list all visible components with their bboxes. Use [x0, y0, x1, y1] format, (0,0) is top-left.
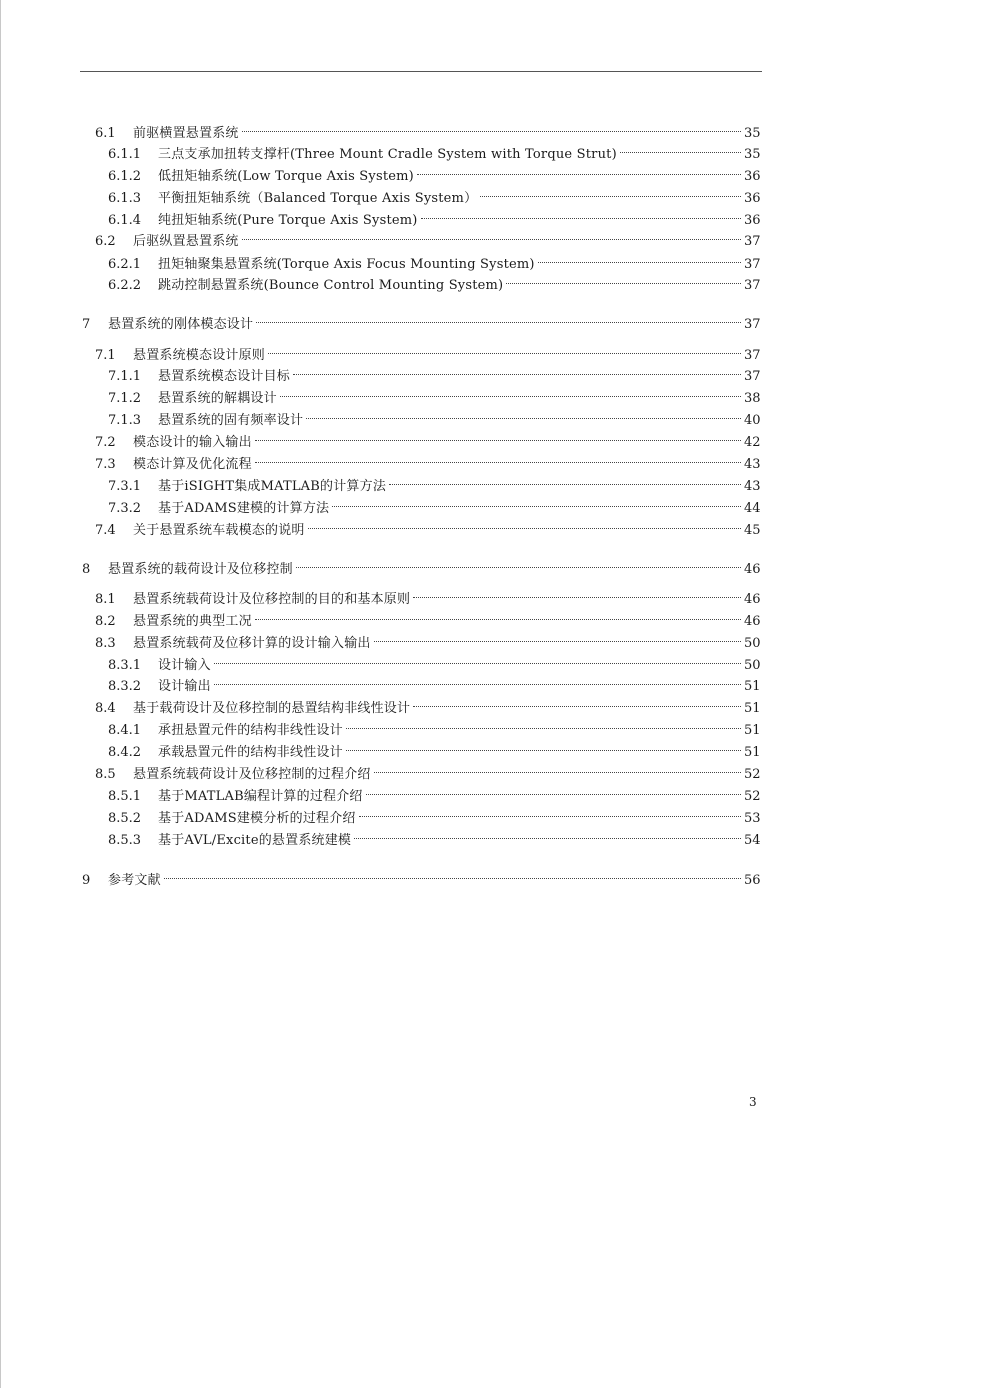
toc-entry-number: 7.1.2	[108, 391, 142, 406]
toc-entry-page: 51	[744, 701, 761, 716]
toc-entry-page: 37	[744, 348, 761, 363]
toc-entry[interactable]	[82, 308, 761, 332]
toc-entry-number: 8.3	[95, 636, 116, 651]
toc-entry[interactable]	[108, 736, 761, 760]
toc-entry-title: 悬置系统的典型工况	[133, 614, 252, 629]
toc-entry-title: 悬置系统的刚体模态设计	[108, 317, 254, 332]
toc-entry-title: 悬置系统的固有频率设计	[158, 413, 304, 428]
toc-entry-title: 悬置系统载荷及位移计算的设计输入输出	[133, 636, 371, 651]
toc-entry-title: 基于iSIGHT集成MATLAB的计算方法	[158, 479, 387, 494]
dot-leader	[293, 360, 741, 380]
toc-entry-page: 50	[744, 636, 761, 651]
toc-entry-number: 8.4.2	[108, 745, 142, 760]
toc-entry-page: 36	[744, 169, 761, 184]
toc-entry-number: 6.1	[95, 126, 116, 141]
toc-entry[interactable]	[108, 138, 761, 162]
dot-leader	[255, 605, 741, 625]
dot-leader	[374, 758, 741, 778]
toc-entry-number: 7.1.1	[108, 369, 142, 384]
toc-entry-title: 纯扭矩轴系统(Pure Torque Axis System)	[158, 213, 418, 228]
dot-leader	[413, 583, 741, 603]
dot-leader	[506, 269, 741, 289]
toc-entry-page: 37	[744, 369, 761, 384]
toc-entry-page: 38	[744, 391, 761, 406]
toc-entry[interactable]	[108, 802, 761, 826]
toc-entry-number: 7.3	[95, 457, 116, 472]
toc-entry-title: 前驱横置悬置系统	[133, 126, 239, 141]
toc-entry-number: 6.1.3	[108, 191, 142, 206]
toc-entry-title: 三点支承加扭转支撑杆(Three Mount Cradle System with Torque Strut)	[158, 147, 617, 162]
toc-entry-page: 52	[744, 767, 761, 782]
toc-entry-number: 8.5	[95, 767, 116, 782]
toc-entry-page: 52	[744, 789, 761, 804]
dot-leader	[366, 780, 741, 800]
toc-entry-title: 基于ADAMS建模的计算方法	[158, 501, 330, 516]
toc-entry-title: 基于ADAMS建模分析的过程介绍	[158, 811, 356, 826]
toc-entry-title: 悬置系统载荷设计及位移控制的过程介绍	[133, 767, 371, 782]
dot-leader	[359, 802, 741, 822]
toc-entry-title: 悬置系统模态设计原则	[133, 348, 266, 363]
dot-leader	[255, 426, 741, 446]
toc-entry-number: 6.2.2	[108, 278, 142, 293]
toc-entry-title: 悬置系统载荷设计及位移控制的目的和基本原则	[133, 592, 411, 607]
toc-entry-number: 7.1.3	[108, 413, 142, 428]
toc-entry[interactable]	[95, 583, 761, 607]
toc-entry-page: 50	[744, 658, 761, 673]
toc-entry[interactable]	[82, 864, 761, 888]
toc-entry[interactable]	[108, 204, 761, 228]
toc-entry-page: 40	[744, 413, 761, 428]
toc-entry-number: 6.1.4	[108, 213, 142, 228]
toc-entry-number: 8.2	[95, 614, 116, 629]
toc-entry-number: 9	[82, 873, 91, 888]
toc-entry-number: 8.5.1	[108, 789, 142, 804]
toc-entry-title: 基于AVL/Excite的悬置系统建模	[158, 833, 352, 848]
toc-entry-title: 悬置系统的载荷设计及位移控制	[108, 562, 293, 577]
toc-entry-number: 8.5.3	[108, 833, 142, 848]
header-rule	[80, 71, 762, 72]
toc-entry-page: 53	[744, 811, 761, 826]
dot-leader	[296, 553, 741, 573]
toc-entry-title: 基于载荷设计及位移控制的悬置结构非线性设计	[133, 701, 411, 716]
dot-leader	[421, 204, 741, 224]
toc-entry[interactable]	[95, 448, 761, 472]
toc-entry-title: 悬置系统的解耦设计	[158, 391, 277, 406]
toc-entry-title: 参考文献	[108, 873, 161, 888]
toc-entry-title: 基于MATLAB编程计算的过程介绍	[158, 789, 363, 804]
dot-leader	[268, 339, 741, 359]
toc-entry-title: 低扭矩轴系统(Low Torque Axis System)	[158, 169, 414, 184]
dot-leader	[255, 448, 741, 468]
toc-entry-number: 7.1	[95, 348, 116, 363]
toc-entry-title: 设计输入	[158, 658, 211, 673]
toc-entry[interactable]	[108, 269, 761, 293]
toc-entry-number: 6.2	[95, 234, 116, 249]
toc-entry-number: 7.3.1	[108, 479, 142, 494]
toc-entry[interactable]	[95, 605, 761, 629]
toc-entry-page: 37	[744, 234, 761, 249]
toc-entry-title: 跳动控制悬置系统(Bounce Control Mounting System)	[158, 278, 504, 293]
toc-entry-number: 8.3.2	[108, 679, 142, 694]
toc-entry-number: 7.2	[95, 435, 116, 450]
dot-leader	[480, 182, 741, 202]
toc-entry-page: 46	[744, 562, 761, 577]
toc-entry[interactable]	[108, 404, 761, 428]
toc-entry[interactable]	[108, 248, 761, 272]
dot-leader	[374, 627, 741, 647]
toc-entry[interactable]	[95, 339, 761, 363]
toc-entry-page: 46	[744, 614, 761, 629]
dot-leader	[417, 160, 741, 180]
toc-entry-page: 45	[744, 523, 761, 538]
toc-entry-title: 模态设计的输入输出	[133, 435, 252, 450]
toc-entry[interactable]	[95, 117, 761, 141]
toc-entry[interactable]	[95, 514, 761, 538]
toc-entry[interactable]	[108, 670, 761, 694]
toc-entry-page: 37	[744, 317, 761, 332]
toc-entry-title: 悬置系统模态设计目标	[158, 369, 291, 384]
toc-entry-page: 35	[744, 126, 761, 141]
toc-entry[interactable]	[108, 360, 761, 384]
toc-entry-title: 设计输出	[158, 679, 211, 694]
dot-leader	[214, 670, 741, 690]
toc-entry-number: 6.1.1	[108, 147, 142, 162]
toc-entry-number: 8.4	[95, 701, 116, 716]
toc-entry-number: 7	[82, 317, 91, 332]
toc-entry[interactable]	[108, 492, 761, 516]
toc-entry[interactable]	[95, 692, 761, 716]
toc-entry-number: 8.3.1	[108, 658, 142, 673]
dot-leader	[332, 492, 741, 512]
toc-entry-page: 43	[744, 457, 761, 472]
dot-leader	[538, 248, 741, 268]
toc-entry[interactable]	[108, 824, 761, 848]
toc-entry[interactable]	[95, 758, 761, 782]
toc-entry-page: 56	[744, 873, 761, 888]
toc-entry[interactable]	[108, 382, 761, 406]
dot-leader	[413, 692, 741, 712]
toc-entry-page: 37	[744, 257, 761, 272]
dot-leader	[164, 864, 741, 884]
toc-entry-page: 54	[744, 833, 761, 848]
toc-entry-page: 51	[744, 745, 761, 760]
toc-entry-number: 7.3.2	[108, 501, 142, 516]
dot-leader	[620, 138, 741, 158]
toc-entry-number: 8	[82, 562, 91, 577]
dot-leader	[354, 824, 741, 844]
dot-leader	[280, 382, 741, 402]
toc-entry-page: 44	[744, 501, 761, 516]
toc-entry-title: 后驱纵置悬置系统	[133, 234, 239, 249]
toc-entry[interactable]	[108, 470, 761, 494]
dot-leader	[389, 470, 741, 490]
toc-entry-title: 承载悬置元件的结构非线性设计	[158, 745, 343, 760]
dot-leader	[242, 117, 741, 137]
toc-entry[interactable]	[82, 553, 761, 577]
dot-leader	[214, 649, 741, 669]
toc-entry-page: 46	[744, 592, 761, 607]
dot-leader	[256, 308, 741, 328]
toc-entry-title: 模态计算及优化流程	[133, 457, 252, 472]
dot-leader	[346, 714, 741, 734]
toc-entry-page: 51	[744, 679, 761, 694]
dot-leader	[308, 514, 741, 534]
toc-entry[interactable]	[108, 780, 761, 804]
dot-leader	[242, 225, 741, 245]
toc-entry-page: 35	[744, 147, 761, 162]
page-number: 3	[749, 1095, 757, 1109]
toc-entry-number: 8.1	[95, 592, 116, 607]
toc-entry-number: 8.4.1	[108, 723, 142, 738]
toc-entry[interactable]	[108, 160, 761, 184]
toc-entry-title: 承扭悬置元件的结构非线性设计	[158, 723, 343, 738]
toc-entry-title: 关于悬置系统车载模态的说明	[133, 523, 305, 538]
toc-entry-title: 平衡扭矩轴系统（Balanced Torque Axis System）	[158, 191, 478, 206]
toc-entry-number: 6.2.1	[108, 257, 142, 272]
toc-entry-page: 51	[744, 723, 761, 738]
toc-entry[interactable]	[95, 426, 761, 450]
toc-entry[interactable]	[108, 714, 761, 738]
toc-entry[interactable]	[95, 225, 761, 249]
toc-entry-title: 扭矩轴聚集悬置系统(Torque Axis Focus Mounting System)	[158, 257, 535, 272]
toc-entry-page: 37	[744, 278, 761, 293]
toc-entry-page: 43	[744, 479, 761, 494]
toc-entry-number: 6.1.2	[108, 169, 142, 184]
toc-entry-number: 8.5.2	[108, 811, 142, 826]
toc-entry[interactable]	[108, 649, 761, 673]
dot-leader	[346, 736, 741, 756]
toc-entry-page: 36	[744, 213, 761, 228]
toc-entry[interactable]	[95, 627, 761, 651]
toc-entry[interactable]	[108, 182, 761, 206]
dot-leader	[306, 404, 741, 424]
toc-entry-page: 36	[744, 191, 761, 206]
toc-entry-number: 7.4	[95, 523, 116, 538]
toc-entry-page: 42	[744, 435, 761, 450]
